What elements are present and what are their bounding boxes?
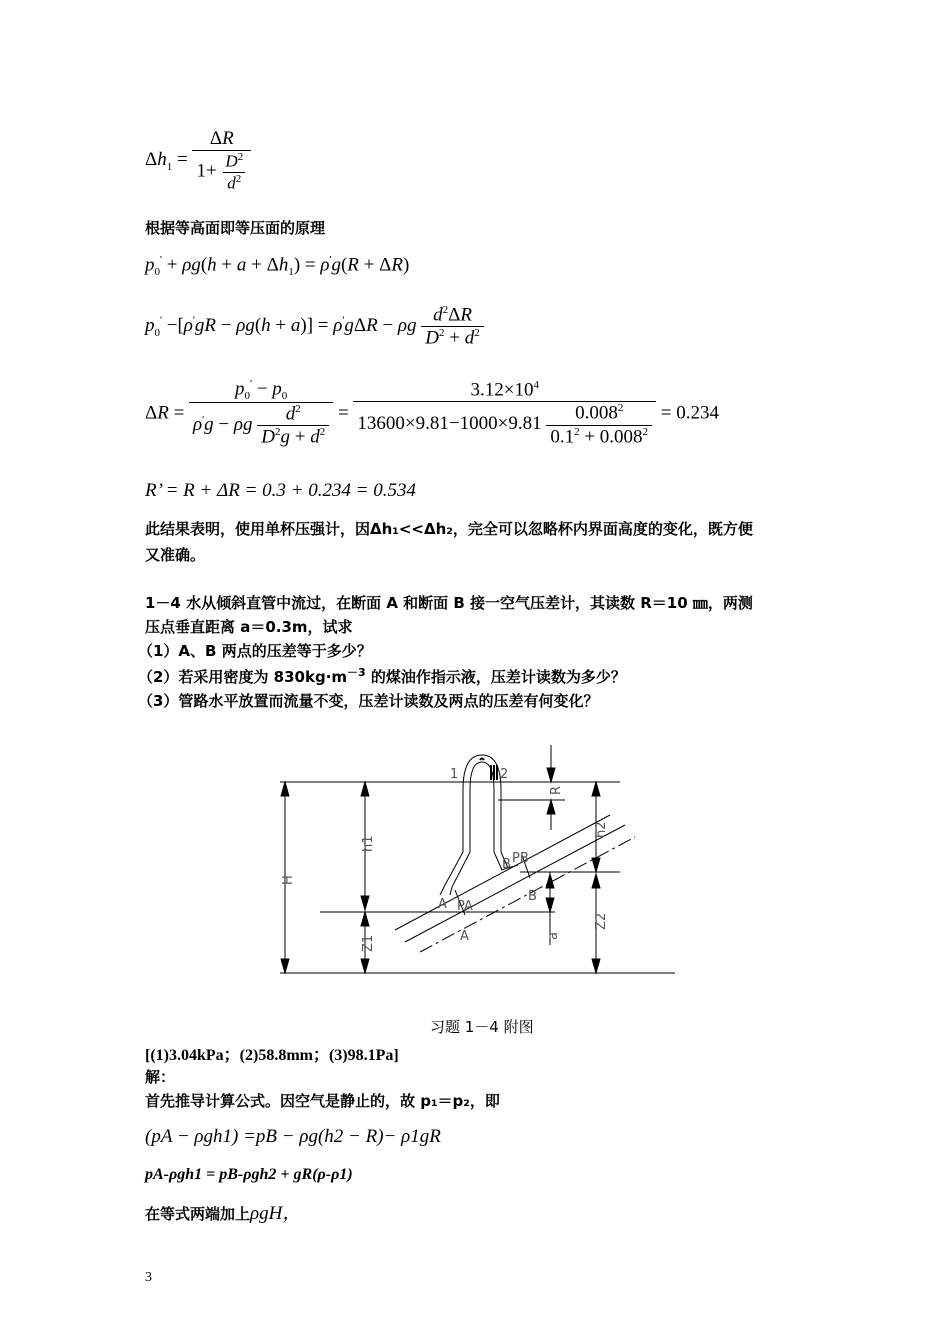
label-1: 1 <box>450 767 459 782</box>
question-3: （3）管路水平放置而流量不变，压差计读数及两点的压差有何变化？ <box>138 692 599 710</box>
equation-bold: pA-ρgh1 = pB-ρgh2 + gR(ρ-ρ1) <box>145 1166 353 1183</box>
label-section-b: B <box>502 857 511 872</box>
derive-text: 首先推导计算公式。因空气是静止的，故 p₁＝p₂，即 <box>145 1092 500 1110</box>
equation-pressure-balance-1: $p_0' + \rho g(h + a + \Delta h_1) = \rho'g(R + \Delta R)$ <box>145 254 410 279</box>
manometer-figure <box>260 740 690 990</box>
problem-statement-line-1: 1－4 水从倾斜直管中流过，在断面 A 和断面 B 接一空气压差计，其读数 R＝10 ㎜，两测 <box>145 594 753 612</box>
label-h1: h1 <box>361 835 376 852</box>
label-2: 2 <box>500 767 509 782</box>
question-1: （1）A、B 两点的压差等于多少？ <box>138 642 372 660</box>
equation-pressure-balance-2: $p_0' -[\rho'gR - \rho g(h + a)] = \rho'g\Delta R - \rho g$ $\frac{d^2\Delta R}{D^2 + d^2}$ <box>145 304 484 350</box>
equation-delta-r: ΔR = $p_0' - p_0$ ρ'g − ρg $\frac{d^2}{D^2g + d^2}$ = $3.12\times 10^4$ 13600×9.81−1000×9.81 $\frac{0.008^2}{0.1^2 + 0.008^2}$ = 0.234 <box>145 378 720 448</box>
solution-label: 解： <box>145 1068 176 1086</box>
principle-text: 根据等高面即等压面的原理 <box>145 219 326 237</box>
label-pa: PA <box>457 899 473 914</box>
label-z2: Z2 <box>594 912 609 930</box>
add-both-text: 在等式两端加上ρgH， <box>145 1203 302 1224</box>
equation-delta-h1: $\Delta h_1$ = ΔR 1+ $\frac{D^2}{d^2}$ <box>145 128 251 193</box>
equation-r-prime: R’ = R + ΔR = 0.3 + 0.234 = 0.534 <box>145 480 417 501</box>
answers: [(1)3.04kPa；(2)58.8mm；(3)98.1Pa] <box>145 1047 399 1064</box>
label-h2: h2 <box>594 821 609 838</box>
equation-balance: (pA − ρgh1) =pB − ρg(h2 − R)− ρ1gR <box>145 1126 441 1147</box>
conclusion-line-2: 又准确。 <box>145 546 206 564</box>
question-2: （2）若采用密度为 $830kg\cdot m^{-3}$ 的煤油作指示液，压差计读数为多少？ <box>138 666 626 686</box>
figure-caption: 习题 1－4 附图 <box>430 1018 534 1036</box>
label-r: R <box>549 785 564 795</box>
label-section-a-top: A <box>438 897 447 912</box>
label-a: a <box>546 932 561 940</box>
problem-statement-line-2: 压点垂直距离 a＝0.3m，试求 <box>145 618 353 636</box>
label-section-a-bottom: A <box>460 929 469 944</box>
delta-r-result: = 0.234 <box>660 402 720 424</box>
label-section-b-lower: B <box>528 889 537 904</box>
label-big-h: H <box>281 875 296 885</box>
label-z1: Z1 <box>361 934 376 952</box>
page-number: 3 <box>145 1270 152 1285</box>
conclusion-line-1: 此结果表明，使用单杯压强计，因Δh₁<<Δh₂，完全可以忽略杯内界面高度的变化，既方便 <box>145 520 753 538</box>
label-pb: PB <box>512 851 529 866</box>
